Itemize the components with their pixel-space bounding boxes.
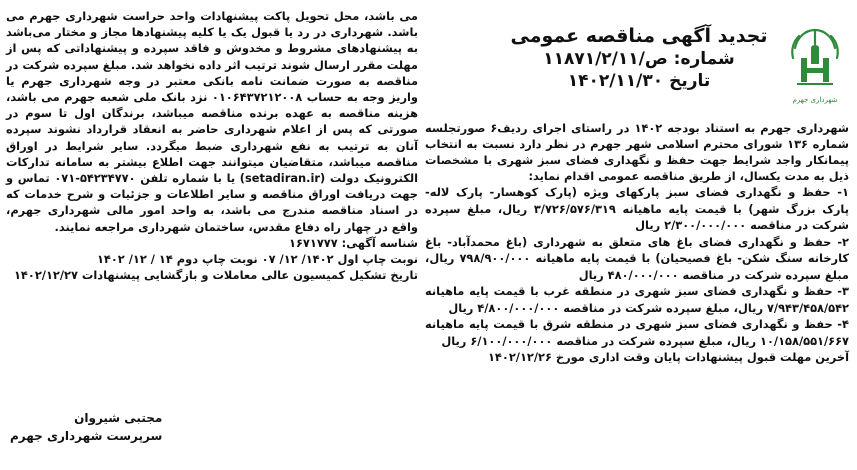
municipality-logo-icon — [785, 24, 845, 94]
submission-deadline: آخرین مهلت قبول پیشنهادات پایان وقت اداری مورخ ۱۴۰۲/۱۲/۲۶ — [487, 350, 849, 364]
ad-titles — [499, 24, 779, 92]
tender-item-3: ۳- حفظ و نگهداری فضای سبز شهری در منطقه غرب با قیمت پایه ماهیانه ۷/۹۴۳/۴۵۸/۵۴۲ ریال، مبلغ سپرده شرکت در مناقصه ۴/۸۰۰/۰۰۰/۰۰۰ ریال — [425, 284, 849, 315]
conditions-paragraph: می باشد، محل تحویل پاکت پیشنهادات واحد حراست شهرداری جهرم می باشد. شهرداری در رد یا قبول یک یا کلیه پیشنهادها مجاز و مختار می‌باشد به پیشنهادهای مشروط و مخدوش و فاقد سپرده و پیشنهاداتی که پس از مهلت مقرر ارسال شوند ترتیب اثر داده نخواهد شد. مبلغ سپرده شرکت در مناقصه به صورت ضمانت نامه بانکی معتبر در وجه شهرداری جهرم یا واریز وجه به حساب ۰۱۰۶۴۳۷۲۱۲۰۰۸ نزد بانک ملی شعبه جهرم می باشد، هزینه مناقصه به عهده برنده مناقصه میباشد، برندگان اول تا سوم در صورتی که پس از اعلام شهرداری حاضر به انعقاد قرارداد نشوند سپرده آنان به ترتیب به نفع شهرداری ضبط میگردد. سایر شرایط در اوراق مناقصه میباشد، متقاضیان میتوانند جهت اطلاع بیشتر به سامانه تدارکات الکترونیک دولت (setadiran.ir) یا با شماره تلفن ۵۴۲۳۴۷۷۰-۰۷۱ تماس و جهت دریافت اوراق مناقصه و سایر اطلاعات و جزئیات و شرح خدمات که در اسناد مناقصه مندرج می باشد، به واحد امور مالی شهرداری جهرم، واقع در چهار راه دفاع مقدس، ساختمان شهرداری مراجعه نمایند. — [6, 9, 419, 234]
logo-caption: شهرداری جهرم — [792, 96, 838, 104]
ad-number: شماره: ص/۱۱۸۷۱/۲/۱۱ — [543, 49, 735, 69]
signature-block — [10, 409, 162, 445]
left-column — [6, 8, 418, 463]
ad-title: تجدید آگهی مناقصه عمومی — [510, 25, 768, 47]
intro-paragraph: شهرداری جهرم به استناد بودجه ۱۴۰۲ در راستای اجرای ردیف۶ صورتجلسه شماره ۱۳۶ شورای محترم اسلامی شهر جهرم در نظر دارد نسبت به انتخاب پیمانکار واجد شرایط جهت حفظ و نگهداری فضای سبز شهری با مشخصات ذیل به مدت یکسال، از طریق مناقصه عمومی اقدام نماید: — [425, 121, 849, 183]
signature-name: مجتبی شیروان — [74, 411, 163, 425]
ad-header — [425, 8, 849, 120]
signature-role: سرپرست شهرداری جهرم — [10, 429, 163, 443]
ad-id: شناسه آگهی: ۱۶۷۱۷۷۷ — [289, 235, 418, 250]
commission-date: تاریخ تشکیل کمیسیون عالی معاملات و بازگشایی پیشنهادات ۱۴۰۲/۱۲/۲۷ — [13, 268, 418, 283]
tender-item-4: ۴- حفظ و نگهداری فضای سبز شهری در منطقه شرق با قیمت پایه ماهیانه ۱۰/۱۵۸/۵۵۱/۶۶۷ ریال، مبلغ سپرده شرکت در مناقصه ۶/۱۰۰/۰۰۰/۰۰۰ ریال — [425, 317, 849, 348]
right-column — [425, 8, 849, 463]
tender-item-2: ۲- حفظ و نگهداری فضای باغ های متعلق به شهرداری (باغ محمدآباد- باغ کارخانه سنگ شکن- باغ فصیحیان) با قیمت پایه ماهیانه ۷۹۸/۹۰۰/۰۰۰ ریال، مبلغ سپرده شرکت در مناقصه ۴۸۰/۰۰۰/۰۰۰ ریال — [425, 234, 849, 282]
ad-date: تاریخ ۱۴۰۲/۱۱/۳۰ — [567, 71, 711, 91]
publication-info: نوبت چاپ اول ۱۴۰۲/ ۱۲/ ۰۷ نوبت چاپ دوم ۱۴ / ۱۲/ ۱۴۰۲ — [96, 252, 418, 267]
tender-item-1: ۱- حفظ و نگهداری فضای سبز پارکهای ویژه (پارک کوهسار- پارک لاله- پارک بزرگ شهر) با قیمت پایه ماهیانه ۳/۷۲۶/۵۷۶/۳۱۹ ریال، مبلغ سپرده شرکت در مناقصه ۲/۳۰۰/۰۰۰/۰۰۰ ریال — [425, 185, 849, 232]
